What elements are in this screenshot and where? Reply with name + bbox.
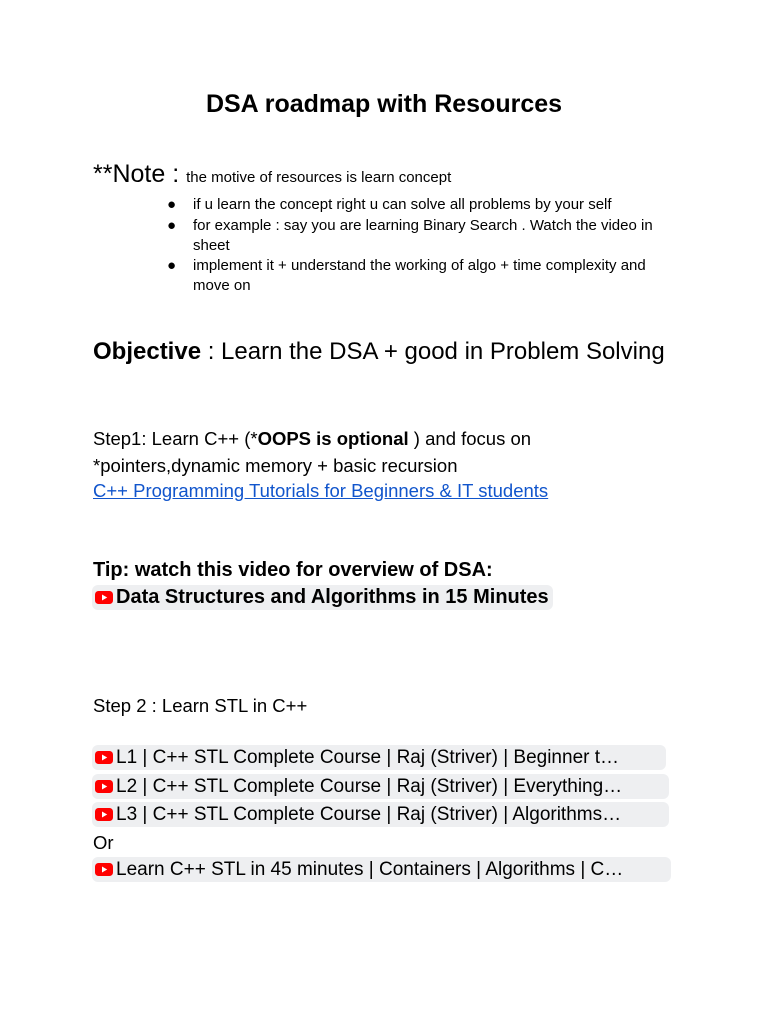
youtube-icon — [95, 751, 113, 764]
video-chip-title: L1 | C++ STL Complete Course | Raj (Striver) | Beginner t… — [116, 747, 620, 768]
step1-paragraph — [93, 425, 653, 479]
or-text: Or — [93, 832, 114, 853]
video-chip-title: Learn C++ STL in 45 minutes | Containers | Algorithms | C… — [116, 859, 624, 880]
bullet-text: implement it + understand the working of algo + time complexity and move on — [193, 257, 646, 294]
bullet-text: if u learn the concept right u can solve all problems by your self — [193, 196, 612, 213]
video-chip-title: Data Structures and Algorithms in 15 Minutes — [116, 586, 549, 608]
youtube-icon — [95, 808, 113, 821]
video-chip-stl-45min[interactable] — [92, 857, 671, 882]
video-chip-dsa-overview[interactable] — [92, 585, 553, 610]
video-chip-stl-l1[interactable] — [92, 745, 666, 770]
note-line — [93, 158, 451, 194]
objective-paragraph — [93, 336, 693, 367]
video-chip-title: L3 | C++ STL Complete Course | Raj (Striver) | Algorithms… — [116, 804, 622, 825]
bullet-text: for example : say you are learning Binary Search . Watch the video in sheet — [193, 217, 653, 254]
step1-prefix: Step1: Learn C++ (* — [93, 428, 258, 449]
document-title: DSA roadmap with Resources — [205, 90, 563, 118]
bullet-dot: ● — [167, 196, 177, 213]
note-label: **Note : — [93, 160, 187, 188]
bullet-dot: ● — [167, 217, 177, 234]
note-text: the motive of resources is learn concept — [186, 169, 452, 186]
cpp-tutorials-link[interactable]: C++ Programming Tutorials for Beginners & IT students — [93, 480, 549, 501]
video-chip-stl-l3[interactable] — [92, 802, 669, 827]
youtube-icon — [95, 780, 113, 793]
tip-text: Tip: watch this video for overview of DSA: — [93, 559, 493, 581]
step2-text: Step 2 : Learn STL in C++ — [93, 695, 308, 716]
youtube-icon — [95, 591, 113, 604]
step1-bold: OOPS is optional — [257, 428, 409, 449]
step1-suffix: ) and focus on *pointers,dynamic memory + basic recursion — [93, 428, 532, 476]
youtube-icon — [95, 863, 113, 876]
objective-text: : Learn the DSA + good in Problem Solving — [201, 338, 665, 365]
bullet-dot: ● — [167, 257, 177, 274]
video-chip-stl-l2[interactable] — [92, 774, 669, 799]
video-chip-title: L2 | C++ STL Complete Course | Raj (Striver) | Everything… — [116, 776, 623, 797]
objective-label: Objective — [93, 338, 202, 365]
